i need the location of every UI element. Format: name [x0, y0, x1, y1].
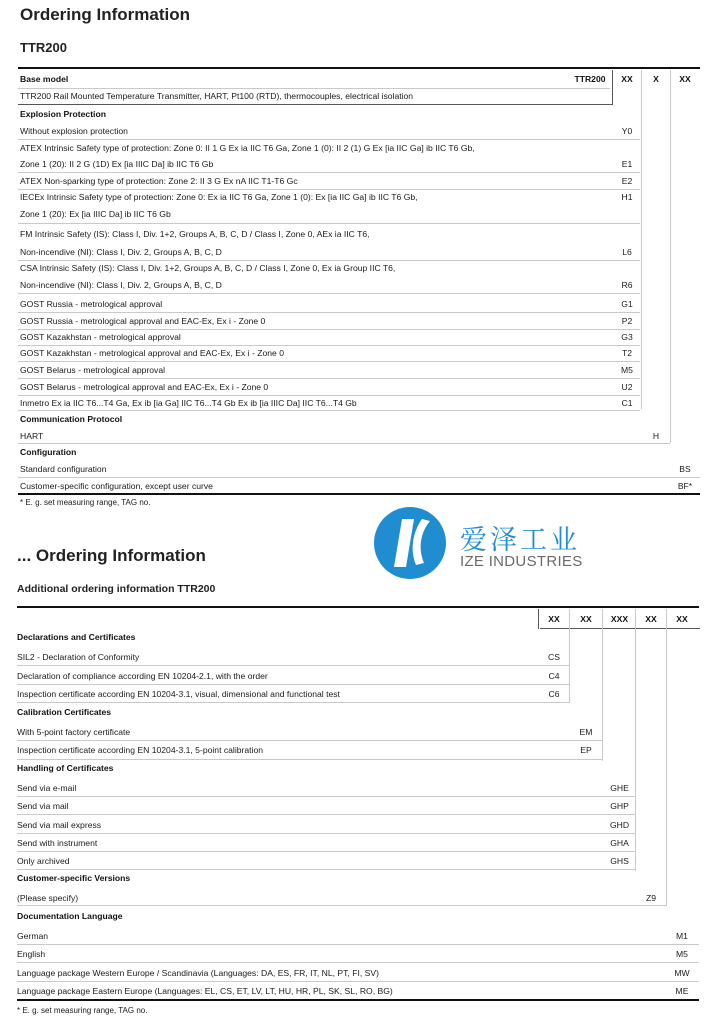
calibration-row-text: Inspection certificate according EN 10204-3.1, 5-point calibration: [17, 745, 264, 755]
row-divider: [18, 329, 640, 330]
explosion-row-code: P2: [621, 316, 633, 326]
table2-bottom-rule: [17, 999, 699, 1001]
col-header-1: XX: [621, 74, 633, 84]
row-divider: [17, 905, 667, 906]
row-divider: [17, 740, 602, 741]
row-divider: [18, 395, 640, 396]
row-divider: [17, 962, 699, 963]
communication-row-code: H: [652, 431, 660, 441]
base-model-divider: [18, 88, 610, 89]
row-divider: [18, 172, 640, 173]
col-sep-2: [670, 70, 671, 443]
product-title: TTR200: [20, 40, 67, 55]
explosion-row-code: E2: [621, 176, 633, 186]
explosion-row-text-line2: Zone 1 (20): II 2 G (1D) Ex [ia IIIC Da] ib IIC T6 Gb: [20, 159, 214, 169]
explosion-row-text: GOST Kazakhstan - metrological approval and EAC-Ex, Ex i - Zone 0: [20, 348, 284, 358]
t2-col-sep-3: [635, 609, 636, 871]
row-divider: [17, 684, 569, 685]
additional-title: Additional ordering information TTR200: [17, 583, 216, 595]
declarations-row-code: CS: [548, 652, 560, 662]
row-divider: [18, 410, 640, 411]
table1-bottom-rule: [18, 493, 700, 495]
row-divider: [18, 189, 640, 190]
handling-row-code: GHE: [610, 783, 629, 793]
row-divider: [17, 833, 635, 834]
handling-title: Handling of Certificates: [17, 763, 114, 773]
row-divider: [17, 944, 699, 945]
configuration-row-code: BS: [679, 464, 691, 474]
language-title: Documentation Language: [17, 911, 123, 921]
explosion-row-text: ATEX Non-sparking type of protection: Zone 2: II 3 G Ex nA IIC T1-T6 Gc: [20, 176, 298, 186]
explosion-row-text: FM Intrinsic Safety (IS): Class I, Div. 1+2, Groups A, B, C, D / Class I, Zone 0, AEx ia IIC T6,: [20, 229, 370, 239]
explosion-row-text: CSA Intrinsic Safety (IS): Class I, Div. 1+2, Groups A, B, C, D / Class I, Zone 0, Ex ia Group IIC T6,: [20, 263, 396, 273]
explosion-row-code: C1: [621, 398, 633, 408]
explosion-row-code: U2: [621, 382, 633, 392]
configuration-title: Configuration: [20, 447, 77, 457]
declarations-title: Declarations and Certificates: [17, 632, 136, 642]
t2-col-header-4: XX: [645, 614, 657, 624]
explosion-row-code: T2: [621, 348, 633, 358]
t2-col-header-1: XX: [548, 614, 560, 624]
logo-chinese-text: 爱泽工业: [460, 525, 580, 556]
explosion-row-text: GOST Kazakhstan - metrological approval: [20, 332, 181, 342]
customer-row-code: Z9: [645, 893, 657, 903]
t2-col-sep-4: [666, 609, 667, 906]
row-divider: [18, 477, 700, 478]
declarations-row-text: Inspection certificate according EN 10204-3.1, visual, dimensional and functional test: [17, 689, 340, 699]
handling-row-text: Send with instrument: [17, 838, 98, 848]
logo-english-text: IZE INDUSTRIES: [460, 553, 583, 570]
calibration-row-text: With 5-point factory certificate: [17, 727, 131, 737]
explosion-row-text-line2: Non-incendive (NI): Class I, Div. 2, Groups A, B, C, D: [20, 247, 222, 257]
handling-row-code: GHD: [609, 820, 630, 830]
language-row-text: English: [17, 949, 46, 959]
base-desc-rule: [18, 104, 612, 105]
explosion-row-code: G1: [621, 299, 633, 309]
row-divider: [17, 759, 602, 760]
base-model-label: Base model: [20, 74, 69, 84]
row-divider: [18, 293, 640, 294]
handling-row-text: Send via e-mail: [17, 783, 77, 793]
row-divider: [17, 869, 635, 870]
page-title-continued: ... Ordering Information: [17, 546, 206, 565]
footnote-2: * E. g. set measuring range, TAG no.: [17, 1006, 148, 1015]
row-divider: [17, 981, 699, 982]
configuration-row-code: BF*: [677, 481, 693, 491]
explosion-row-text: GOST Belarus - metrological approval: [20, 365, 166, 375]
explosion-row-text-line2: Zone 1 (20): Ex [ia IIIC Da] ib IIC T6 Gb: [20, 209, 171, 219]
footnote-1: * E. g. set measuring range, TAG no.: [20, 498, 151, 507]
declarations-row-text: Declaration of compliance according EN 10204-2.1, with the order: [17, 671, 268, 681]
explosion-row-text-line2: Non-incendive (NI): Class I, Div. 2, Groups A, B, C, D: [20, 280, 222, 290]
col-header-2: X: [653, 74, 659, 84]
handling-row-text: Only archived: [17, 856, 70, 866]
t2-col-header-2: XX: [580, 614, 592, 624]
row-divider: [18, 312, 640, 313]
calibration-row-code: EM: [579, 727, 593, 737]
row-divider: [17, 851, 635, 852]
explosion-row-text: ATEX Intrinsic Safety type of protection: Zone 0: II 1 G Ex ia IIC T6 Ga, Zone 1 (0): II 2 (1) G Ex [ia IIC Ga] ib IIC T6 Gb,: [20, 143, 475, 153]
row-divider: [17, 814, 635, 815]
explosion-row-text: Inmetro Ex ia IIC T6...T4 Ga, Ex ib [ia Ga] IIC T6...T4 Gb Ex ib [ia IIIC Da] IIC T6...T4 Gb: [20, 398, 357, 408]
explosion-row-code: Y0: [621, 126, 633, 136]
language-row-code: M5: [676, 949, 688, 959]
language-row-text: Language package Eastern Europe (Languages: EL, CS, ET, LV, LT, HU, HR, PL, SK, SL, RO, BG): [17, 986, 393, 996]
handling-row-code: GHA: [610, 838, 629, 848]
explosion-row-code: G3: [621, 332, 633, 342]
row-divider: [17, 796, 635, 797]
col-sep-base: [612, 70, 613, 105]
handling-row-text: Send via mail: [17, 801, 69, 811]
row-divider: [18, 139, 640, 140]
declarations-row-code: C6: [548, 689, 560, 699]
handling-row-text: Send via mail express: [17, 820, 102, 830]
handling-row-code: GHP: [610, 801, 629, 811]
t2-col-header-3: XXX: [610, 614, 629, 624]
row-divider: [18, 378, 640, 379]
language-row-code: MW: [674, 968, 690, 978]
explosion-row-text: GOST Belarus - metrological approval and EAC-Ex, Ex i - Zone 0: [20, 382, 269, 392]
customer-title: Customer-specific Versions: [17, 873, 131, 883]
declarations-row-text: SIL2 - Declaration of Conformity: [17, 652, 140, 662]
language-row-code: M1: [676, 931, 688, 941]
page-title: Ordering Information: [20, 5, 190, 24]
communication-row-text: HART: [20, 431, 44, 441]
base-model-desc: TTR200 Rail Mounted Temperature Transmitter, HART, Pt100 (RTD), thermocouples, electrical isolation: [20, 91, 414, 101]
language-row-text: Language package Western Europe / Scandinavia (Languages: DA, ES, FR, IT, NL, PT, FI, SV): [17, 968, 379, 978]
t2-col-sep-1: [569, 609, 570, 703]
explosion-row-text: Without explosion protection: [20, 126, 128, 136]
row-divider: [17, 702, 569, 703]
col-header-3: XX: [679, 74, 691, 84]
row-divider: [18, 223, 640, 224]
customer-row-text: (Please specify): [17, 893, 79, 903]
row-divider: [18, 443, 670, 444]
table2-top-rule: [17, 606, 699, 608]
explosion-row-text: IECEx Intrinsic Safety type of protection: Zone 0: Ex ia IIC T6 Ga, Zone 1 (0): Ex [ia IIC Ga] ib IIC T6 Gb,: [20, 192, 418, 202]
language-row-code: ME: [675, 986, 689, 996]
calibration-row-code: EP: [580, 745, 592, 755]
row-divider: [18, 345, 640, 346]
explosion-row-text: GOST Russia - metrological approval and EAC-Ex, Ex i - Zone 0: [20, 316, 266, 326]
explosion-row-code: R6: [621, 280, 633, 290]
t2-header-left: [538, 609, 539, 629]
base-code-header: TTR200: [574, 74, 606, 84]
explosion-row-code: L6: [622, 247, 632, 257]
ize-logo-icon: [372, 505, 448, 581]
explosion-title: Explosion Protection: [20, 109, 106, 119]
t2-col-sep-2: [602, 609, 603, 761]
col-sep-1: [641, 70, 642, 409]
explosion-row-code: M5: [621, 365, 633, 375]
explosion-row-text: GOST Russia - metrological approval: [20, 299, 163, 309]
calibration-title: Calibration Certificates: [17, 707, 112, 717]
configuration-row-text: Customer-specific configuration, except user curve: [20, 481, 213, 491]
configuration-row-text: Standard configuration: [20, 464, 107, 474]
communication-title: Communication Protocol: [20, 414, 123, 424]
table1-top-rule: [18, 67, 700, 69]
row-divider: [18, 361, 640, 362]
explosion-row-code: E1: [621, 159, 633, 169]
t2-header-rule: [540, 628, 700, 629]
handling-row-code: GHS: [610, 856, 629, 866]
row-divider: [18, 260, 640, 261]
declarations-row-code: C4: [548, 671, 560, 681]
explosion-row-code: H1: [621, 192, 633, 202]
row-divider: [17, 665, 569, 666]
t2-col-header-5: XX: [676, 614, 688, 624]
language-row-text: German: [17, 931, 49, 941]
